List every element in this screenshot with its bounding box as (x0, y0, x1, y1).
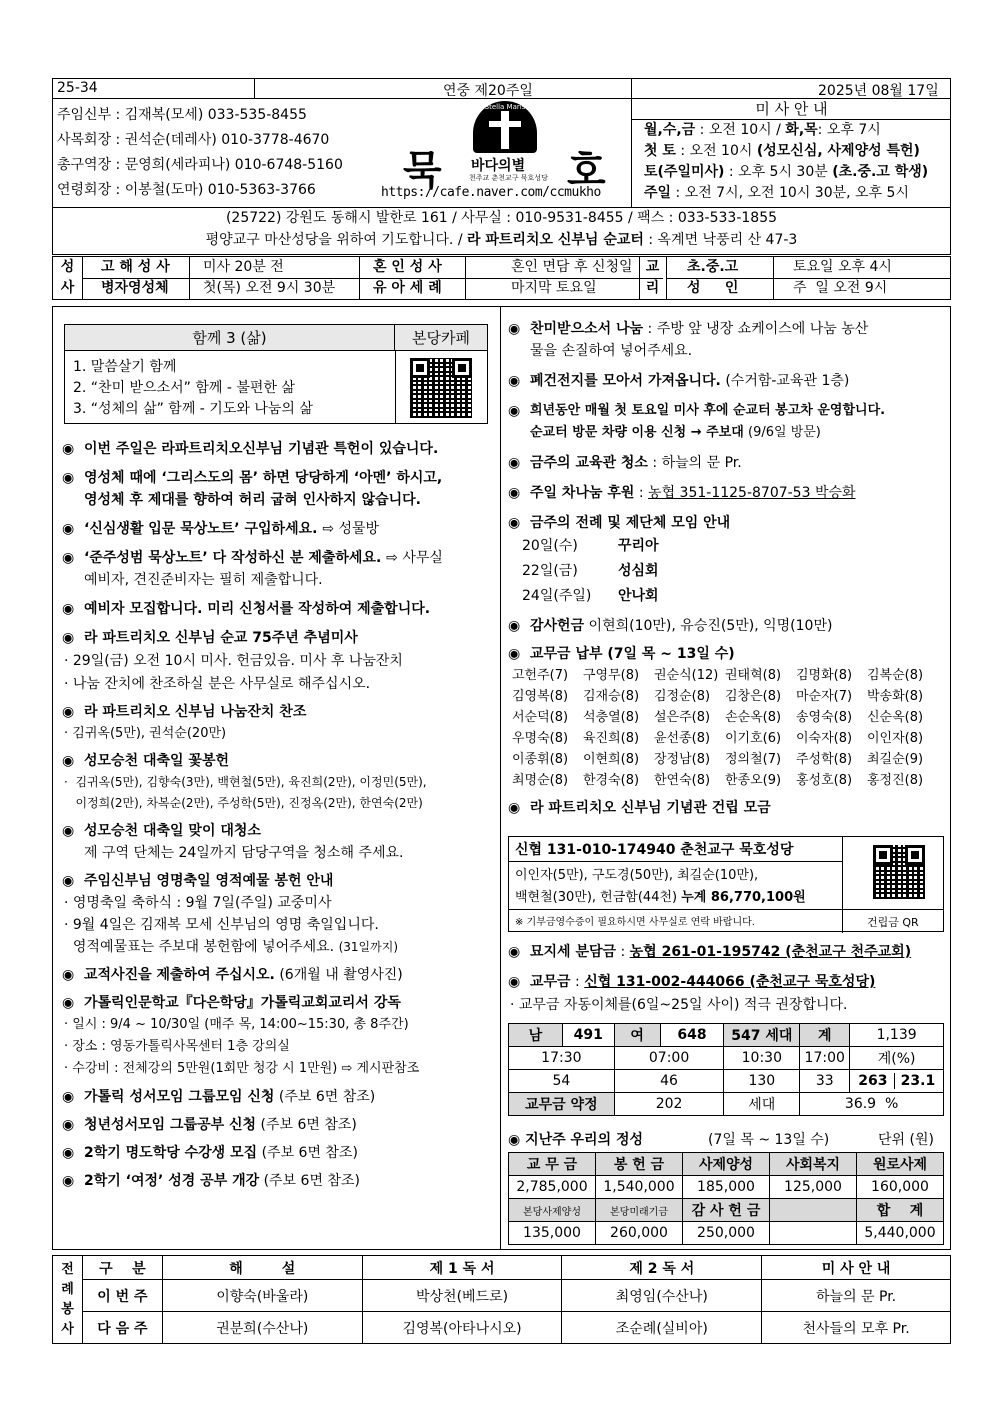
notice-item: ◉ 금주의 전례 및 제단체 모임 안내 (508, 512, 944, 534)
address-box (52, 207, 951, 255)
dues-entry: 우명숙(8) (512, 731, 569, 746)
notice-item: ◉ 폐건전지를 모아서 가져옵니다. (수거함-교육관 1층) (508, 370, 944, 392)
dues-entry: 정의철(7) (725, 752, 782, 767)
dues-list (508, 665, 944, 791)
dues-row (512, 749, 944, 770)
notice-item: ◉ 예비자 모집합니다. 미리 신청서를 작성하여 제출합니다. (62, 598, 498, 620)
logo-badge: 바다의별 (471, 158, 526, 174)
dues-entry: 마순자(7) (796, 689, 853, 704)
notice-item: ◉ 묘지세 분담금 : 농협 261-01-195742 (춘천교구 천주교회) (508, 940, 944, 964)
notice-item: ◉ 2학기 ‘여정’ 성경 공부 개강 (주보 6면 참조) (62, 1170, 498, 1192)
together-title: 함께 3 (삶) (65, 325, 395, 351)
dues-entry: 김명화(8) (796, 668, 853, 683)
fund-box (508, 836, 944, 932)
notice-item: ◉ 희년동안 매월 첫 토요일 미사 후에 순교터 봉고차 운영합니다. 순교터 방문 차량 이용 신청 → 주보대 (9/6일 방문) (508, 400, 944, 444)
notice-item: ◉ 라 파트리치오 신부님 순교 75주년 추념미사 (62, 627, 498, 649)
dues-entry: 이숙자(8) (796, 731, 853, 746)
dues-row (512, 728, 944, 749)
left-notices: ◉ 이번 주일은 라파트리치오신부님 기념관 특헌이 있습니다. ◉ 영성체 때에 ‘그리스도의 몸’ 하면 당당하게 ‘아멘’ 하시고, 영성체 후 제대를 향하여 허리 굽혀 인사하지 않습니다. ◉ ‘신심생활 입문 묵상노트’ 구입하세요. ⇨ 성물방 ◉ ‘준주성범 묵상노트’ 다 작성하신 분 제출하세요. ⇨ 사무실 예비자, 견진준비자는 필히 제출합니다. ◉ 예비자 모집합니다. 미리 신청서를 작성하여 제출합니다. ◉ 라 파트리치오 신부님 순교 75주년 추념미사 · 29일(금) 오전 10시 미사. 헌금있음. 미사 후 나눔잔치 · 나눔 잔치에 찬조하실 분은 사무실로 해주십시오. ◉ 라 파트리치오 신부님 나눔잔치 찬조 · 김귀옥(5만), 권석순(20만) ◉ 성모승천 대축일 꽃봉헌 · 김귀옥(5만), 김향숙(3만), 백현철(5만), 육진희(2만), 이정민(5만), 이정희(2만), 차복순(2만), 주성학(5만), 진정옥(2만), 한연숙(2만) ◉ 성모승천 대축일 맞이 대청소 제 구역 단체는 24일까지 담당구역을 청소해 주세요. ◉ 주임신부님 영명축일 영적예물 봉헌 안내 · 영명축일 축하식 : 9월 7일(주일) 교중미사 · 9월 4일은 김재복 모세 신부님의 영명 축일입니다. 영적예물표는 주보대 봉헌함에 넣어주세요. (31일까지) ◉ 교적사진을 제출하여 주십시오. (6개월 내 촬영사진) ◉ 가톨릭인문학교『다은학당』가톨릭교회교리서 강독 · 일시 : 9/4 ~ 10/30일 (매주 목, 14:00~15:30, 총 8주간) · 장소 : 영동가톨릭사목센터 1층 강의실 · 수강비 : 전체강의 5만원(1회만 청강 시 1만원) ⇨ 게시판참조 ◉ 가톨릭 성서모임 그룹모임 신청 (주보 6면 참조) ◉ 청년성서모임 그룹공부 신청 (주보 6면 참조) ◉ 2학기 명도학당 수강생 모집 (주보 6면 참조) ◉ 2학기 ‘여정’ 성경 공부 개강 (주보 6면 참조) (62, 438, 498, 1192)
dues-entry: 김창은(8) (725, 689, 782, 704)
notice-item: ◉ 주임신부님 영명축일 영적예물 봉헌 안내 (62, 870, 498, 892)
notice-item: ◉ 2학기 명도학당 수강생 모집 (주보 6면 참조) (62, 1142, 498, 1164)
fund-account: 신협 131-010-174940 춘천교구 묵호성당 (515, 842, 794, 858)
notice-item: ◉ 성모승천 대축일 꽃봉헌 (62, 750, 498, 772)
notice-item: ◉ 주일 차나눔 후원 : 농협 351-1125-8707-53 박승화 (508, 482, 944, 504)
dues-entry: 김영복(8) (512, 689, 569, 704)
dues-row (512, 686, 944, 707)
notice-item: ◉ ‘준주성범 묵상노트’ 다 작성하신 분 제출하세요. ⇨ 사무실 예비자, 견진준비자는 필히 제출합니다. (62, 547, 498, 591)
dues-entry: 이인자(8) (867, 731, 924, 746)
together-box (64, 324, 488, 424)
attendance-table: 남 491 여 648 547 세대 계 1,139 17:30 07:00 10:30 17:00 계(%) 54 46 130 33 263 23.1 교무금 약정 202 세대 36.9 % (508, 1023, 944, 1116)
mass-line: 주일 : 오전 7시, 오전 10시 30분, 오후 5시 (644, 185, 909, 201)
notice-item: ◉ 성모승천 대축일 맞이 대청소 (62, 820, 498, 842)
address: (25722) 강원도 동해시 발한로 161 / 사무실 : 010-9531-8455 / 팩스 : 033-533-1855 (225, 210, 778, 226)
dues-entry: 한연숙(8) (654, 773, 711, 788)
dues-entry: 송영숙(8) (796, 710, 853, 725)
dues-entry: 이기호(6) (725, 731, 782, 746)
dues-entry: 권태혁(8) (725, 668, 782, 683)
notice-item: ◉ 교적사진을 제출하여 주십시오. (6개월 내 촬영사진) (62, 964, 498, 986)
staff-funeral: 연령회장 : 이봉철(도마) 010-5363-3766 (57, 182, 316, 198)
dues-entry: 손순옥(8) (725, 710, 782, 725)
notice-item: ◉ 가톨릭 성서모임 그룹모임 신청 (주보 6면 참조) (62, 1086, 498, 1108)
notice-item: ◉ 영성체 때에 ‘그리스도의 몸’ 하면 당당하게 ‘아멘’ 하시고, 영성체 후 제대를 향하여 허리 굽혀 인사하지 않습니다. (62, 467, 498, 511)
cafe-label: 본당카페 (395, 325, 487, 351)
cafe-url[interactable]: https://cafe.naver.com/ccmukho (381, 185, 601, 200)
dues-entry: 김정순(8) (654, 689, 711, 704)
notice-item: ◉ 청년성서모임 그룹공부 신청 (주보 6면 참조) (62, 1114, 498, 1136)
dues-entry: 서순덕(8) (512, 710, 569, 725)
fund-note: ※ 기부금영수증이 필요하시면 사무실로 연락 바랍니다. (515, 917, 755, 928)
dues-entry: 홍성호(8) (796, 773, 853, 788)
mass-title: 미 사 안 내 (632, 99, 951, 120)
offering-header: ◉ 지난주 우리의 정성 (7일 목 ~ 13일 수) 단위 (원) (508, 1132, 934, 1148)
fund-qr-icon[interactable] (871, 843, 927, 901)
fund-donors: 이인자(5만), 구도경(50만), 최길순(10만), 백현철(30만), 헌금함(44천) 누계 86,770,100원 (515, 868, 806, 905)
dues-entry: 박송화(8) (867, 689, 924, 704)
notice-item: ◉ 감사헌금 이현희(10만), 유승진(5만), 익명(10만) (508, 615, 944, 637)
dues-entry: 이현희(8) (583, 752, 640, 767)
right-notices (508, 318, 944, 819)
staff-list (57, 103, 377, 203)
dues-entry: 윤선종(8) (654, 731, 711, 746)
logo-sub: 천주교 춘천교구 묵호성당 (469, 174, 548, 182)
dues-entry: 육진희(8) (583, 731, 640, 746)
staff-council: 사목회장 : 권석순(데레사) 010-3778-4670 (57, 132, 330, 148)
dues-entry: 신순옥(8) (867, 710, 924, 725)
cafe-qr-icon[interactable] (408, 356, 474, 420)
dues-row (512, 770, 944, 791)
sacrament-table: 성 사 고 해 성 사 미사 20분 전 혼 인 성 사 혼인 면담 후 신청일 병자영성체 첫(목) 오전 9시 30분 유 아 세 례 마지막 토요일 교 리 초.중.고 토요일 오후 4시 성 인 주 일 오전 9시 (52, 256, 951, 300)
dues-entry: 석충열(8) (583, 710, 640, 725)
notice-item: ◉ 가톨릭인문학교『다은학당』가톨릭교회교리서 강독 (62, 992, 498, 1014)
notice-item: ◉ 교무금 : 신협 131-002-444066 (춘천교구 묵호성당) (508, 970, 944, 994)
offering-table: 교 무 금 봉 헌 금 사제양성 사회복지 원로사제 2,785,000 1,540,000 185,000 125,000 160,000 본당사제양성 본당미래기금 감 사 헌 금 합 계 135,000 260,000 250,000 5,440,000 (508, 1152, 944, 1245)
dues-entry: 최명순(8) (512, 773, 569, 788)
logo-arc-text: Stella Maris (484, 103, 526, 111)
prayer-line: 평양교구 마산성당을 위하여 기도합니다. / 라 파트리치오 신부님 순교터 : 옥계면 낙풍리 산 47-3 (205, 232, 798, 248)
dues-entry: 홍정진(8) (867, 773, 924, 788)
together-list: 1. 말씀살기 함께 2. “찬미 받으소서” 함께 - 불편한 삶 3. “성체의 삶” 함께 - 기도와 나눔의 삶 (73, 359, 313, 417)
dues-entry: 고헌주(7) (512, 668, 569, 683)
logo-char-right: 호 (567, 147, 606, 194)
mass-schedule (631, 99, 951, 207)
mass-line: 월,수,금 : 오전 10시 / 화,목: 오후 7시 (644, 122, 881, 138)
notice-item: ◉ 라 파트리치오 신부님 나눔잔치 찬조 (62, 701, 498, 723)
mass-line: 첫 토 : 오전 10시 (성모신심, 사제양성 특헌) (644, 143, 920, 159)
notice-item: ◉ 라 파트리치오 신부님 기념관 건립 모금 (508, 797, 944, 819)
dues-entry: 장정남(8) (654, 752, 711, 767)
logo-emblem-icon (473, 101, 537, 153)
dues-entry: 설은주(8) (654, 710, 711, 725)
notice-item: ◉ 찬미받으소서 나눔 : 주방 앞 냉장 쇼케이스에 나눔 농산 물을 손질하여 넣어주세요. (508, 318, 944, 362)
dues-entry: 구영무(8) (583, 668, 640, 683)
logo-char-left: 묵 (403, 147, 442, 194)
fund-qr-label: 건립금 QR (867, 916, 919, 929)
notice-item: ◉ 교무금 납부 (7일 목 ~ 13일 수) (508, 643, 944, 665)
dues-entry: 권순식(12) (654, 668, 719, 683)
right-notices-2: ◉ 묘지세 분담금 : 농협 261-01-195742 (춘천교구 천주교회) ◉ 교무금 : 신협 131-002-444066 (춘천교구 묵호성당) · 교무금 자동이체를(6일~25일 사이) 적극 권장합니다. (508, 940, 944, 1016)
meeting-list: 20일(수) 꾸리아 22일(금) 성심회 24일(주일) 안나회 (522, 538, 659, 604)
dues-entry: 이종휘(8) (512, 752, 569, 767)
header-row (53, 79, 950, 99)
dues-entry: 한경숙(8) (583, 773, 640, 788)
staff-district: 총구역장 : 문영희(세라피나) 010-6748-5160 (57, 157, 343, 173)
header-box (52, 78, 951, 208)
dues-row (512, 665, 944, 686)
notice-item: ◉ ‘신심생활 입문 묵상노트’ 구입하세요. ⇨ 성물방 (62, 518, 498, 540)
dues-row (512, 707, 944, 728)
parish-logo (381, 99, 631, 203)
page-title: 연중 제20주일 (443, 83, 533, 99)
notice-item: ◉ 금주의 교육관 청소 : 하늘의 문 Pr. (508, 452, 944, 474)
issue-date: 2025년 08월 17일 (818, 83, 939, 99)
staff-pastor: 주임신부 : 김재복(모세) 033-535-8455 (57, 107, 307, 123)
mass-line: 토(주일미사) : 오후 5시 30분 (초.중.고 학생) (644, 164, 929, 180)
issue-number: 25-34 (57, 80, 98, 96)
dues-entry: 김재승(8) (583, 689, 640, 704)
notice-item: ◉ 이번 주일은 라파트리치오신부님 기념관 특헌이 있습니다. (62, 438, 498, 460)
dues-entry: 최길순(9) (867, 752, 924, 767)
dues-entry: 한종오(9) (725, 773, 782, 788)
dues-entry: 주성학(8) (796, 752, 853, 767)
liturgy-table: 전 례 봉 사 구 분 해 설 제 1 독 서 제 2 독 서 미 사 안 내 이 번 주 이향숙(바울라) 박상천(베드로) 최영임(수산나) 하늘의 문 Pr. 다 음 주 권분희(수산나) 김영복(아타나시오) 조순례(실비아) 천사들의 모후 Pr. (52, 1255, 951, 1344)
dues-entry: 김복순(8) (867, 668, 924, 683)
